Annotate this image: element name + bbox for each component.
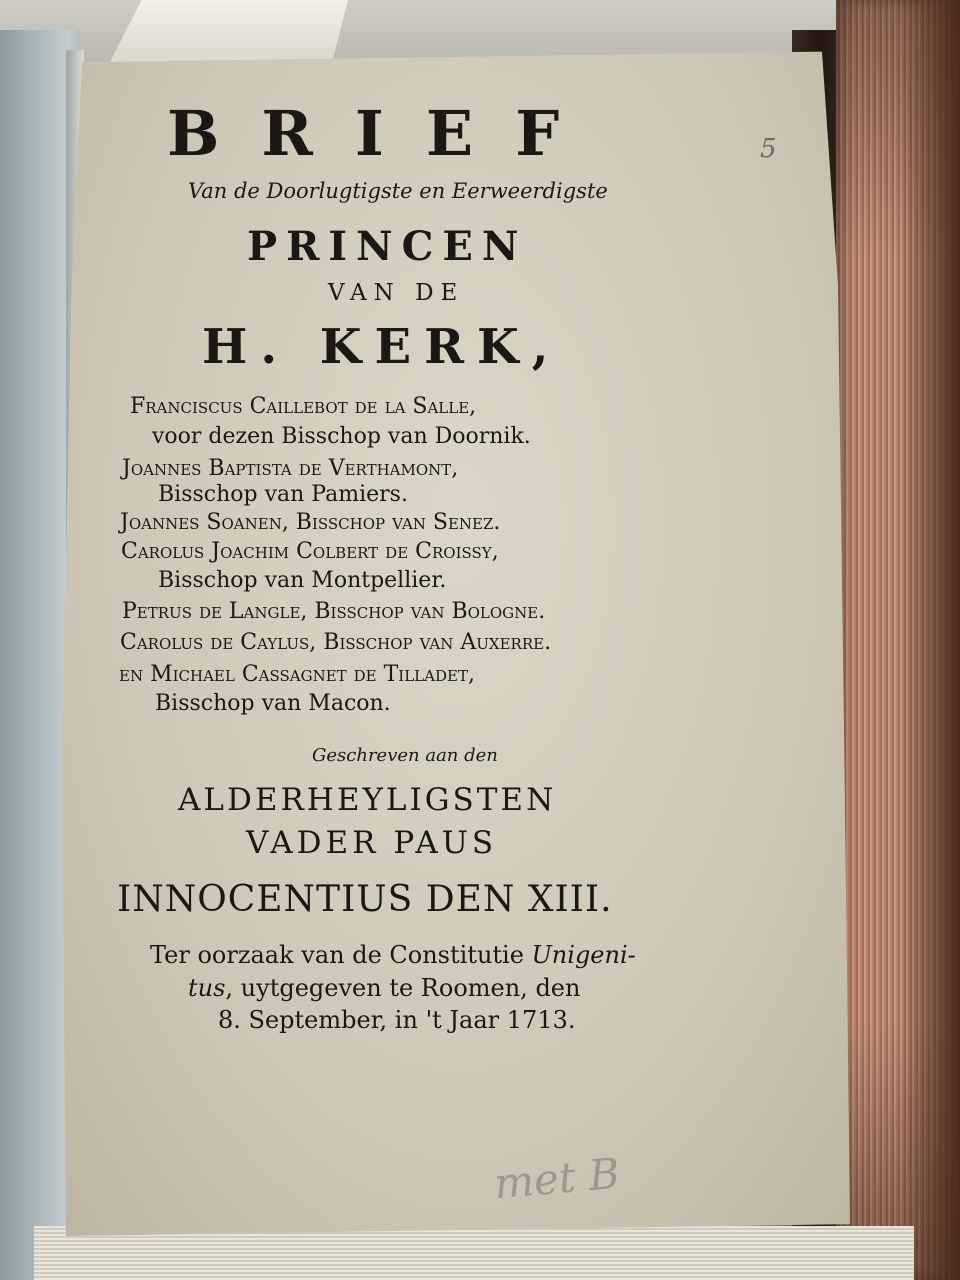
paper-slip	[108, 0, 348, 66]
subtitle: Van de Doorlugtigste en Eerweerdigste	[188, 179, 608, 203]
signatory-6-name: Carolus de Caylus, Bisschop van Auxerre.	[120, 630, 552, 655]
occasion-unigenitus-part2: tus	[188, 974, 226, 1002]
occasion-line-2-text: , uytgegeven te Roomen, den	[225, 974, 581, 1002]
signatory-2-see: Bisschop van Pamiers.	[158, 482, 408, 507]
corner-mark: 5	[760, 134, 777, 164]
occasion-line-1	[150, 943, 636, 967]
signatory-7-see: Bisschop van Macon.	[155, 691, 391, 716]
signatory-2-name: Joannes Baptista de Verthamont,	[122, 456, 459, 481]
title-princen: PRINCEN	[247, 223, 528, 270]
addressee-line-1: ALDERHEYLIGSTEN	[178, 782, 557, 818]
title-kerk: H. KERK,	[202, 319, 562, 375]
title-brief: BRIEF	[167, 97, 602, 170]
signatory-1-name: Franciscus Caillebot de la Salle,	[130, 394, 477, 419]
signatory-4-see: Bisschop van Montpellier.	[158, 568, 447, 593]
title-van-de: VAN DE	[328, 280, 465, 306]
occasion-line-2	[188, 976, 580, 1000]
pope-name: INNOCENTIUS DEN XIII.	[117, 879, 613, 920]
signatory-3-name: Joannes Soanen, Bisschop van Senez.	[120, 510, 501, 535]
occasion-line-1-text: Ter oorzaak van de Constitutie	[150, 941, 524, 969]
signatory-4-name: Carolus Joachim Colbert de Croissy,	[121, 539, 499, 564]
pencil-annotation: met B	[492, 1148, 622, 1209]
occasion-unigenitus-part1: Unigeni-	[531, 941, 636, 969]
signatory-7-name: en Michael Cassagnet de Tilladet,	[119, 662, 475, 687]
addressee-line-2: VADER PAUS	[246, 825, 498, 861]
signatory-5-name: Petrus de Langle, Bisschop van Bologne.	[122, 599, 546, 624]
occasion-line-3: 8. September, in 't Jaar 1713.	[218, 1006, 576, 1034]
right-shadow	[900, 0, 960, 1280]
signatory-1-see: voor dezen Bisschop van Doornik.	[152, 424, 531, 449]
addressee-intro: Geschreven aan den	[312, 745, 498, 766]
